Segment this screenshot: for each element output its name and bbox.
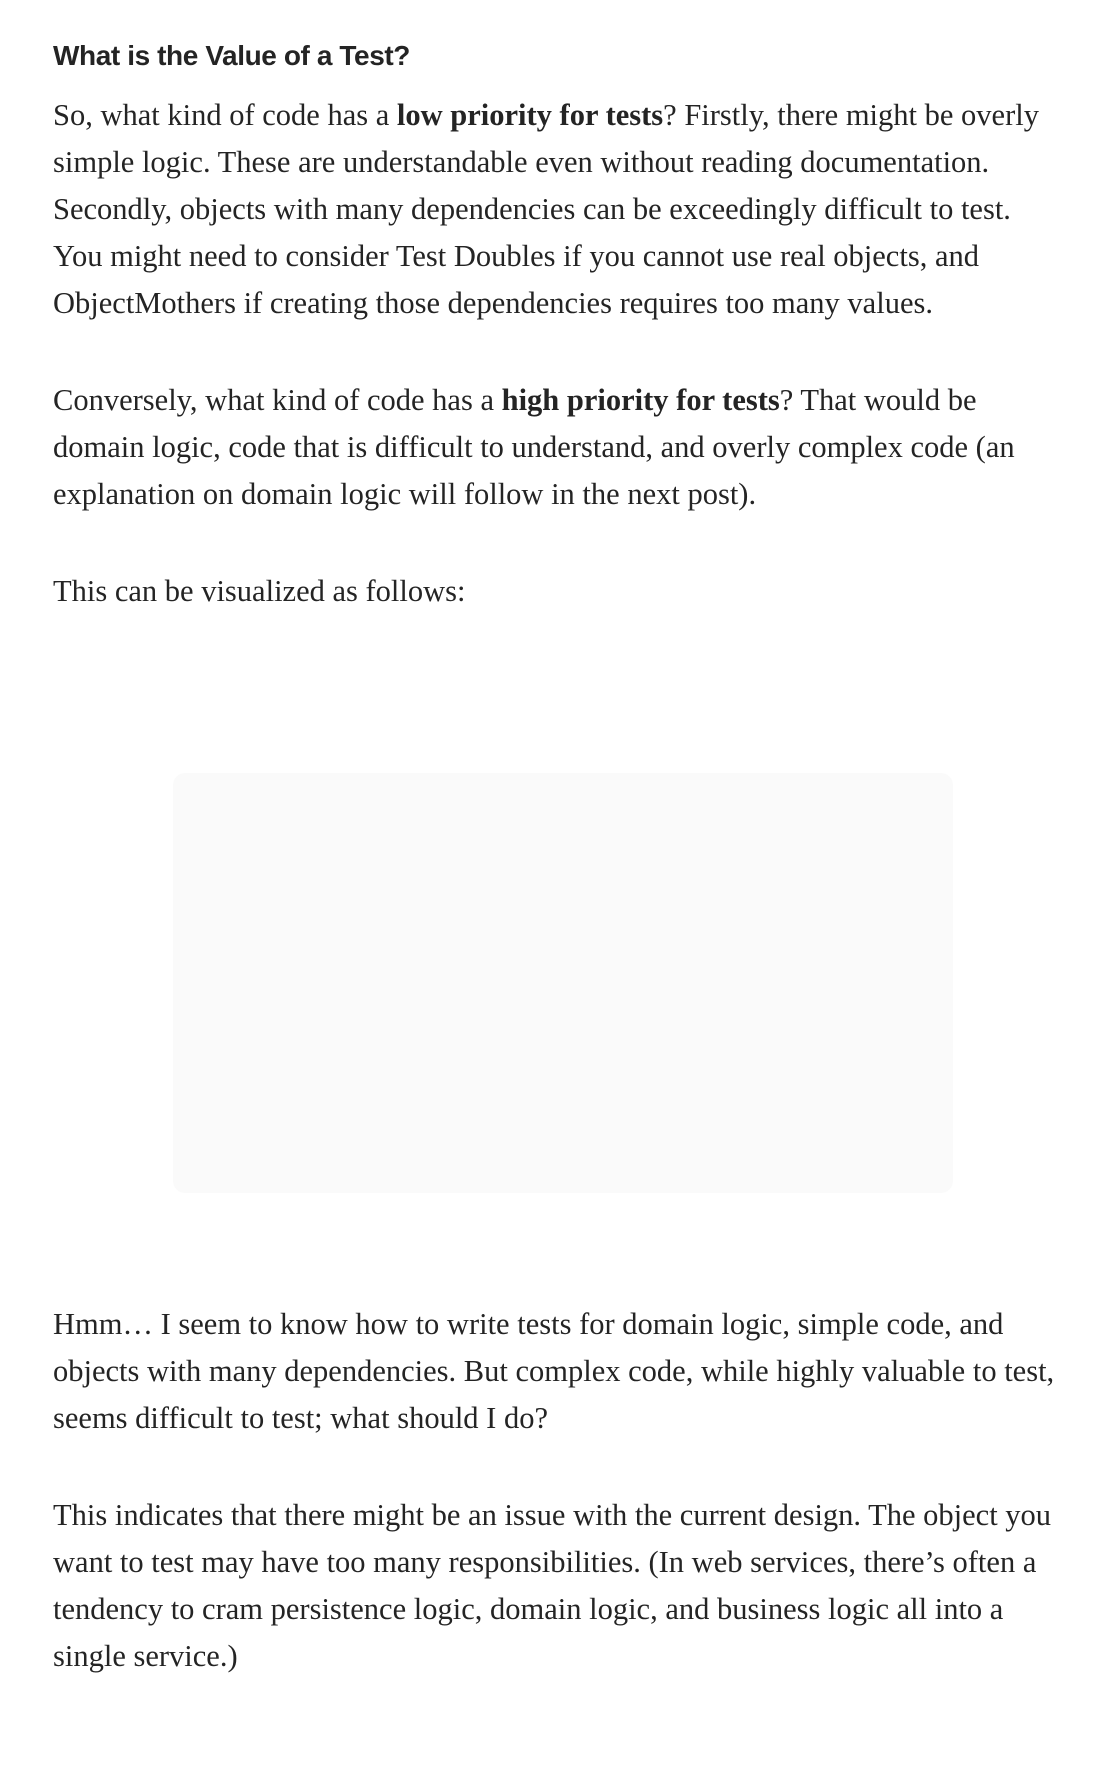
paragraph-text: So, what kind of code has a <box>53 98 397 132</box>
figure-image-placeholder <box>53 653 1063 1293</box>
paragraph-complex-code: Hmm… I seem to know how to write tests for domain logic, simple code, and objects with many dependencies. But complex code, while highly valuable to test, seems difficult to test; what should I do? <box>53 1307 1055 1435</box>
paragraph-text: Conversely, what kind of code has a <box>53 383 502 417</box>
bold-phrase-high-priority: high priority for tests <box>501 383 780 417</box>
paragraph-low-priority <box>53 92 1063 327</box>
paragraph-text: ? That would be domain logic, code that is difficult to understand, and overly complex code (an explanation on domain logic will follow in the next post). <box>53 383 1015 511</box>
figure-faint-content <box>173 773 953 1193</box>
paragraph-visualization-intro: This can be visualized as follows: <box>53 574 466 608</box>
paragraph-text: ? Firstly, there might be overly simple logic. These are understandable even without reading documentation. Secondly, objects with many dependencies can be exceedingly difficult to test. You might need to consider Test Doubles if you cannot use real objects, and ObjectMothers if creating those dependencies requires too many values. <box>53 98 1039 320</box>
article-body <box>53 0 1063 1680</box>
section-heading: What is the Value of a Test? <box>53 40 411 71</box>
bold-phrase-low-priority: low priority for tests <box>396 98 664 132</box>
paragraph-high-priority <box>53 377 1063 518</box>
paragraph-design-issue: This indicates that there might be an issue with the current design. The object you want to test may have too many responsibilities. (In web services, there’s often a tendency to cram persistence logic, domain logic, and business logic all into a single service.) <box>53 1498 1052 1673</box>
